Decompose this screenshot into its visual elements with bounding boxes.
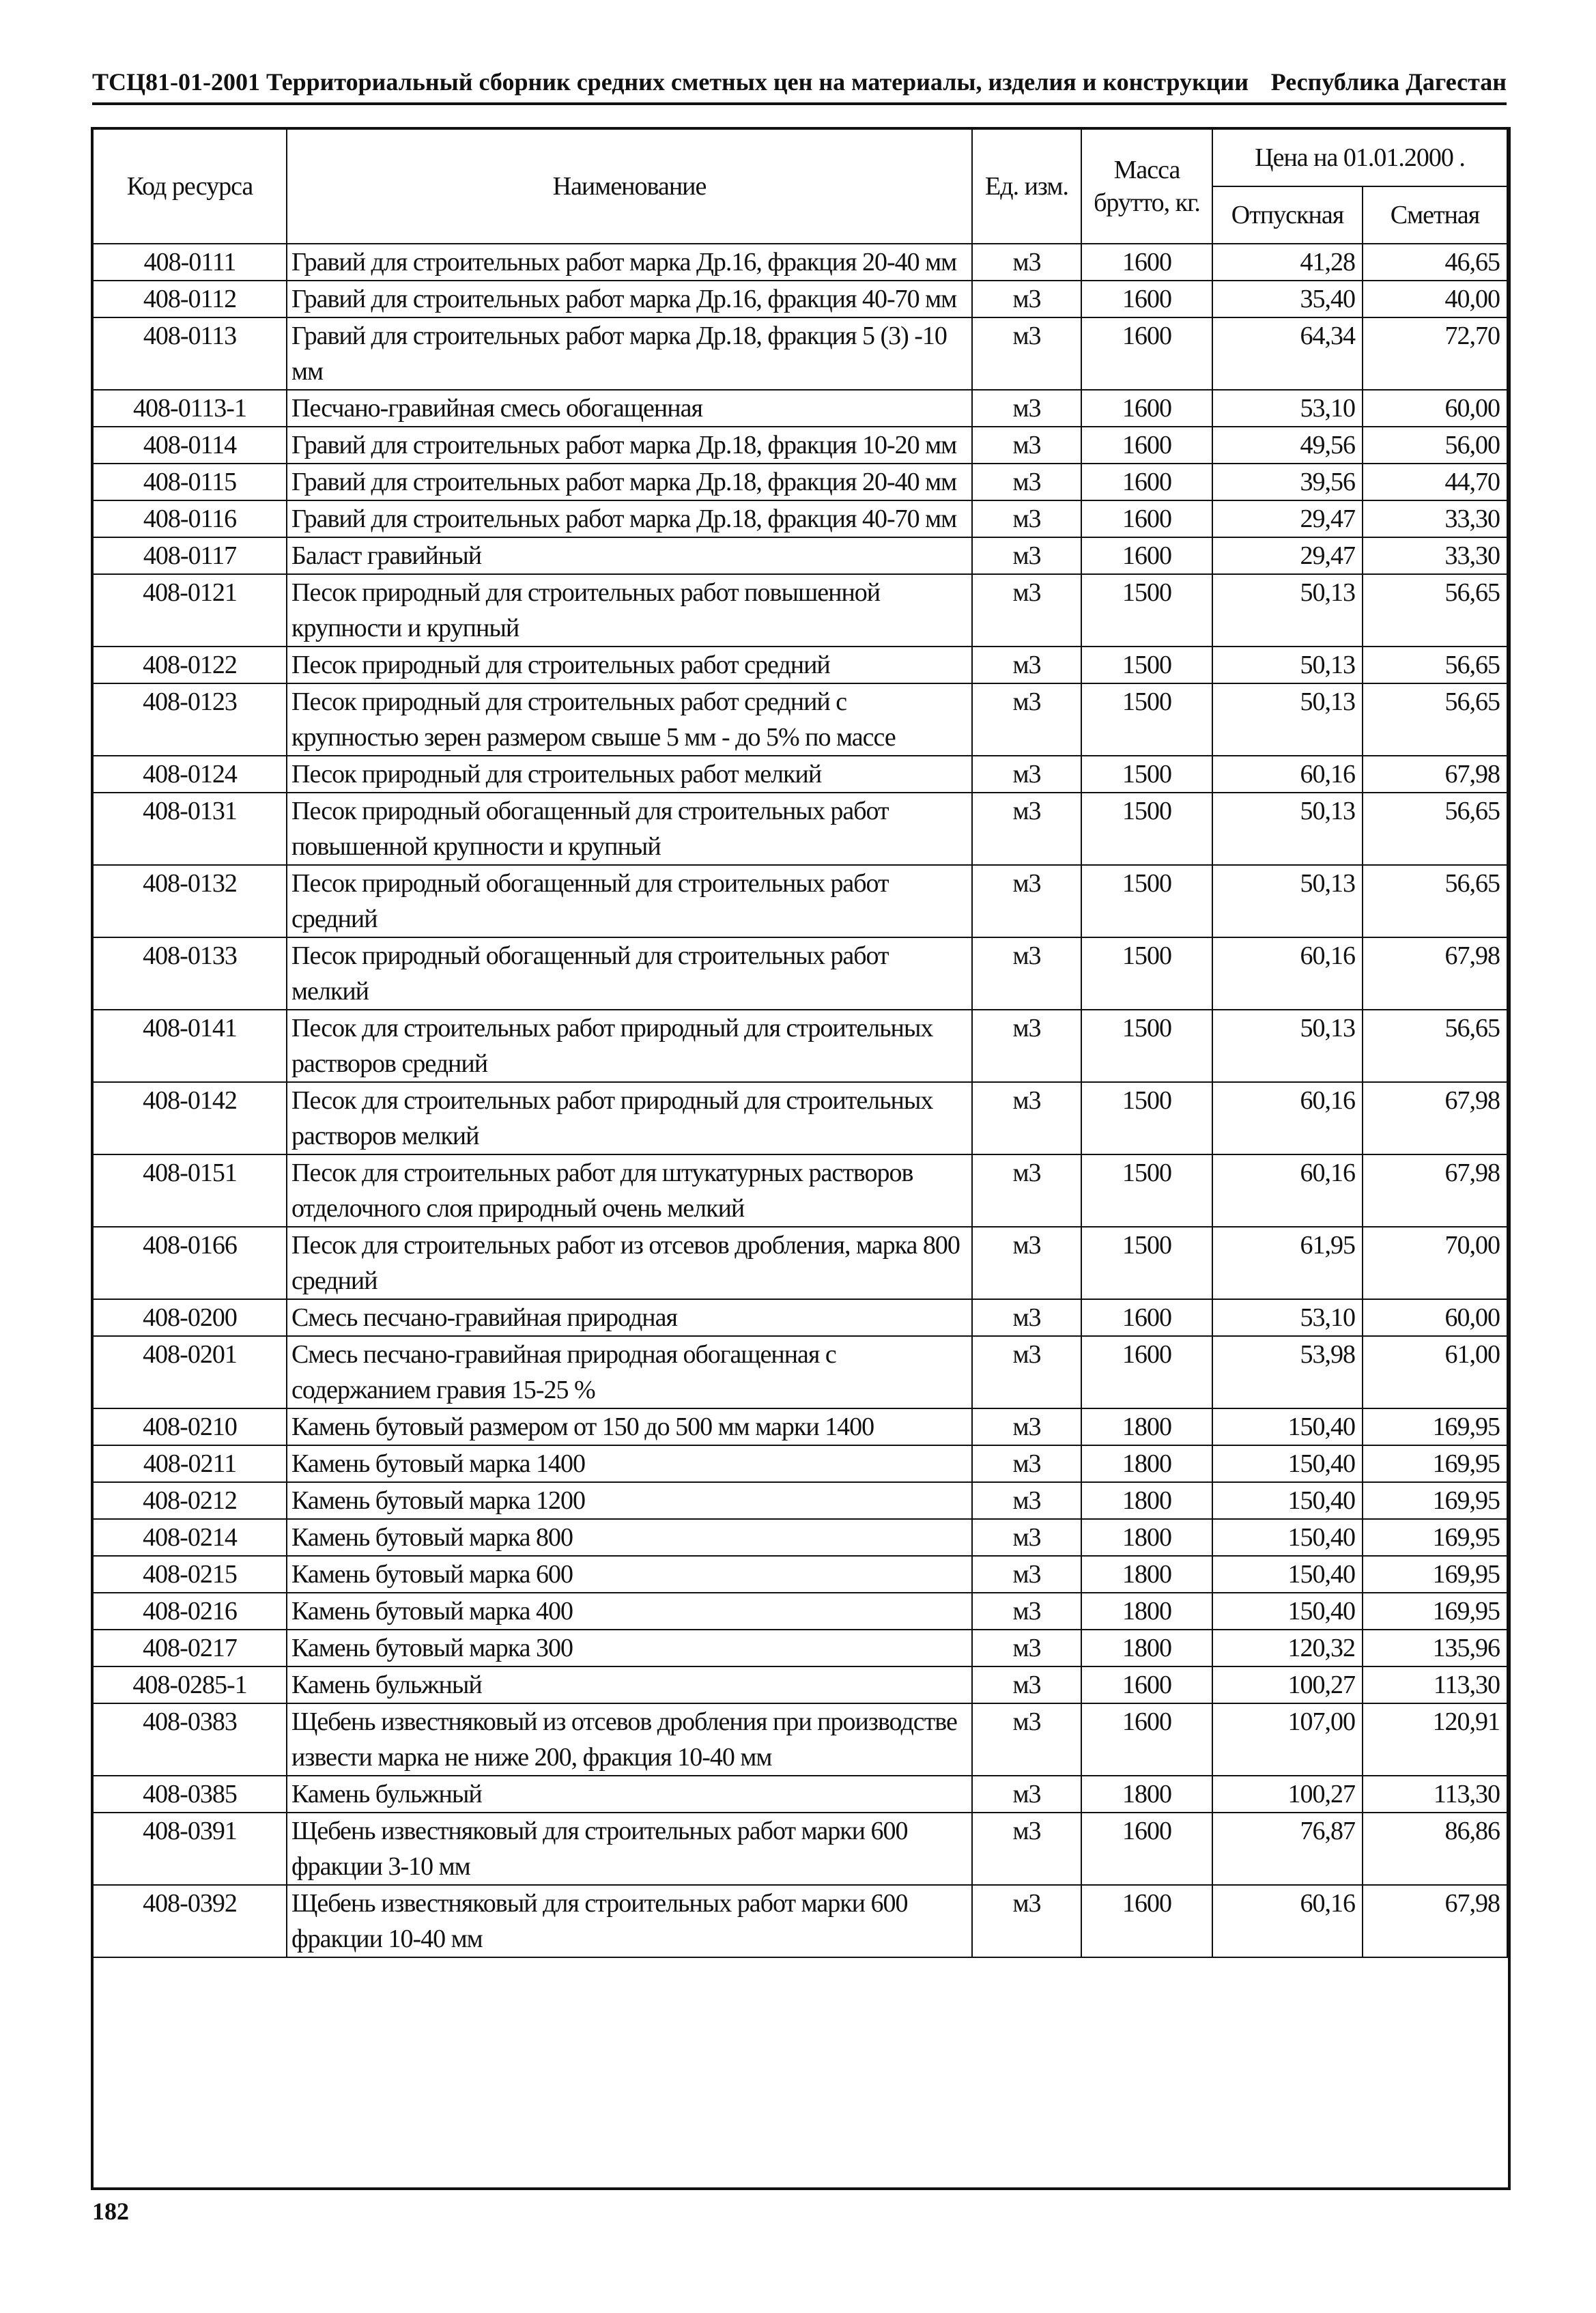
cell-unit: м3 [972,390,1081,427]
cell-price-release: 150,40 [1212,1482,1363,1519]
cell-price-estimate: 56,65 [1363,574,1507,647]
table-header [93,129,1507,244]
page-number: 182 [92,2198,129,2225]
cell-resource-code: 408-0122 [93,647,287,683]
cell-price-estimate: 86,86 [1363,1813,1507,1885]
cell-name: Песок природный обогащенный для строительных работ мелкий [287,937,972,1010]
cell-mass: 1600 [1081,500,1212,537]
cell-price-release: 150,40 [1212,1445,1363,1482]
cell-price-estimate: 169,95 [1363,1519,1507,1556]
table-row [93,756,1507,793]
cell-mass: 1800 [1081,1593,1212,1630]
table-row [93,537,1507,574]
cell-name: Гравий для строительных работ марка Др.16, фракция 40-70 мм [287,281,972,317]
cell-unit: м3 [972,281,1081,317]
cell-price-release: 100,27 [1212,1666,1363,1703]
table-row [93,1445,1507,1482]
cell-mass: 1800 [1081,1519,1212,1556]
cell-price-estimate: 56,65 [1363,647,1507,683]
cell-price-estimate: 56,00 [1363,427,1507,464]
cell-name: Гравий для строительных работ марка Др.18, фракция 40-70 мм [287,500,972,537]
cell-price-release: 53,98 [1212,1336,1363,1408]
cell-resource-code: 408-0214 [93,1519,287,1556]
cell-mass: 1600 [1081,1336,1212,1408]
cell-resource-code: 408-0117 [93,537,287,574]
cell-price-estimate: 56,65 [1363,1010,1507,1082]
cell-unit: м3 [972,427,1081,464]
cell-unit: м3 [972,1593,1081,1630]
cell-price-release: 39,56 [1212,464,1363,500]
cell-unit: м3 [972,1299,1081,1336]
cell-name: Песок для строительных работ из отсевов дробления, марка 800 средний [287,1227,972,1299]
cell-price-estimate: 56,65 [1363,793,1507,865]
cell-name: Гравий для строительных работ марка Др.18, фракция 10-20 мм [287,427,972,464]
cell-name: Щебень известняковый для строительных работ марки 600 фракции 3-10 мм [287,1813,972,1885]
cell-resource-code: 408-0121 [93,574,287,647]
table-row [93,1408,1507,1445]
cell-resource-code: 408-0383 [93,1703,287,1776]
cell-name: Баласт гравийный [287,537,972,574]
cell-mass: 1800 [1081,1482,1212,1519]
cell-price-estimate: 67,98 [1363,1154,1507,1227]
cell-name: Песок природный для строительных работ повышенной крупности и крупный [287,574,972,647]
cell-price-estimate: 169,95 [1363,1445,1507,1482]
cell-price-estimate: 56,65 [1363,683,1507,756]
cell-name: Песок природный обогащенный для строительных работ повышенной крупности и крупный [287,793,972,865]
cell-price-release: 41,28 [1212,244,1363,281]
table-row [93,1593,1507,1630]
cell-price-release: 35,40 [1212,281,1363,317]
cell-mass: 1600 [1081,244,1212,281]
cell-name: Щебень известняковый для строительных работ марки 600 фракции 10-40 мм [287,1885,972,1957]
cell-mass: 1500 [1081,1082,1212,1154]
table-row [93,427,1507,464]
cell-resource-code: 408-0392 [93,1885,287,1957]
cell-resource-code: 408-0211 [93,1445,287,1482]
cell-unit: м3 [972,244,1081,281]
table-row [93,1776,1507,1813]
cell-name: Камень бутовый марка 1200 [287,1482,972,1519]
cell-price-estimate: 56,65 [1363,865,1507,937]
cell-price-estimate: 46,65 [1363,244,1507,281]
table-row [93,1703,1507,1776]
table-body [93,244,1507,1957]
col-header-code: Код ресурса [93,129,287,244]
cell-mass: 1600 [1081,1885,1212,1957]
cell-unit: м3 [972,1445,1081,1482]
cell-price-release: 50,13 [1212,574,1363,647]
cell-price-estimate: 70,00 [1363,1227,1507,1299]
cell-name: Камень бутовый размером от 150 до 500 мм марки 1400 [287,1408,972,1445]
table-row [93,281,1507,317]
table-row [93,317,1507,390]
cell-unit: м3 [972,500,1081,537]
cell-name: Смесь песчано-гравийная природная обогащенная с содержанием гравия 15-25 % [287,1336,972,1408]
cell-resource-code: 408-0114 [93,427,287,464]
cell-name: Песок для строительных работ природный для строительных растворов мелкий [287,1082,972,1154]
cell-resource-code: 408-0116 [93,500,287,537]
cell-price-release: 53,10 [1212,390,1363,427]
cell-unit: м3 [972,865,1081,937]
table-row [93,683,1507,756]
cell-resource-code: 408-0131 [93,793,287,865]
cell-resource-code: 408-0141 [93,1010,287,1082]
cell-price-release: 50,13 [1212,793,1363,865]
table-row [93,1666,1507,1703]
header-rule [92,102,1507,105]
cell-price-release: 50,13 [1212,865,1363,937]
cell-price-release: 150,40 [1212,1593,1363,1630]
cell-resource-code: 408-0215 [93,1556,287,1593]
header-title: ТСЦ81-01-2001 Территориальный сборник средних сметных цен на материалы, изделия и конструкции [92,68,1249,96]
table-row [93,1556,1507,1593]
col-header-name: Наименование [287,129,972,244]
cell-name: Песчано-гравийная смесь обогащенная [287,390,972,427]
cell-resource-code: 408-0217 [93,1630,287,1666]
cell-mass: 1500 [1081,1154,1212,1227]
cell-resource-code: 408-0132 [93,865,287,937]
cell-mass: 1500 [1081,865,1212,937]
table-row [93,390,1507,427]
cell-mass: 1500 [1081,756,1212,793]
cell-resource-code: 408-0111 [93,244,287,281]
cell-price-estimate: 67,98 [1363,1885,1507,1957]
header-region: Республика Дагестан [1270,68,1507,96]
table-row [93,1010,1507,1082]
cell-price-release: 150,40 [1212,1556,1363,1593]
cell-resource-code: 408-0212 [93,1482,287,1519]
cell-unit: м3 [972,1813,1081,1885]
cell-resource-code: 408-0133 [93,937,287,1010]
cell-unit: м3 [972,1776,1081,1813]
cell-resource-code: 408-0113-1 [93,390,287,427]
cell-name: Песок природный для строительных работ средний с крупностью зерен размером свыше 5 мм - до 5% по массе [287,683,972,756]
cell-mass: 1600 [1081,1703,1212,1776]
cell-price-estimate: 72,70 [1363,317,1507,390]
cell-resource-code: 408-0151 [93,1154,287,1227]
table-row [93,1336,1507,1408]
cell-mass: 1600 [1081,464,1212,500]
cell-price-release: 107,00 [1212,1703,1363,1776]
cell-name: Щебень известняковый из отсевов дробления при производстве извести марка не ниже 200, фракция 10-40 мм [287,1703,972,1776]
cell-price-release: 50,13 [1212,647,1363,683]
col-header-mass: Масса брутто, кг. [1081,129,1212,244]
cell-price-release: 60,16 [1212,937,1363,1010]
cell-name: Камень бульжный [287,1666,972,1703]
cell-name: Камень бутовый марка 600 [287,1556,972,1593]
cell-resource-code: 408-0285-1 [93,1666,287,1703]
cell-unit: м3 [972,1666,1081,1703]
cell-name: Гравий для строительных работ марка Др.18, фракция 5 (3) -10 мм [287,317,972,390]
table-row [93,1482,1507,1519]
cell-unit: м3 [972,756,1081,793]
cell-price-release: 29,47 [1212,537,1363,574]
cell-name: Песок для строительных работ природный для строительных растворов средний [287,1010,972,1082]
cell-price-estimate: 33,30 [1363,537,1507,574]
cell-unit: м3 [972,1010,1081,1082]
cell-unit: м3 [972,1885,1081,1957]
cell-mass: 1800 [1081,1408,1212,1445]
cell-resource-code: 408-0142 [93,1082,287,1154]
cell-price-release: 61,95 [1212,1227,1363,1299]
cell-unit: м3 [972,937,1081,1010]
cell-unit: м3 [972,1482,1081,1519]
cell-resource-code: 408-0113 [93,317,287,390]
table-row [93,574,1507,647]
cell-unit: м3 [972,1227,1081,1299]
cell-mass: 1800 [1081,1776,1212,1813]
cell-mass: 1600 [1081,317,1212,390]
cell-unit: м3 [972,1336,1081,1408]
table-row [93,793,1507,865]
cell-unit: м3 [972,1630,1081,1666]
table-row [93,244,1507,281]
cell-name: Камень бутовый марка 800 [287,1519,972,1556]
table-row [93,1885,1507,1957]
cell-name: Песок природный обогащенный для строительных работ средний [287,865,972,937]
cell-name: Песок для строительных работ для штукатурных растворов отделочного слоя природный очень мелкий [287,1154,972,1227]
cell-price-estimate: 113,30 [1363,1776,1507,1813]
cell-unit: м3 [972,1519,1081,1556]
cell-unit: м3 [972,647,1081,683]
cell-unit: м3 [972,464,1081,500]
table-row [93,1299,1507,1336]
cell-price-release: 76,87 [1212,1813,1363,1885]
cell-price-release: 60,16 [1212,756,1363,793]
cell-price-release: 53,10 [1212,1299,1363,1336]
cell-price-estimate: 135,96 [1363,1630,1507,1666]
cell-resource-code: 408-0200 [93,1299,287,1336]
cell-unit: м3 [972,317,1081,390]
table-row [93,1082,1507,1154]
cell-resource-code: 408-0391 [93,1813,287,1885]
cell-price-estimate: 67,98 [1363,937,1507,1010]
cell-price-release: 50,13 [1212,1010,1363,1082]
price-table [92,128,1508,1958]
cell-mass: 1600 [1081,1666,1212,1703]
table-row [93,1813,1507,1885]
cell-mass: 1600 [1081,1299,1212,1336]
col-header-price-estimate: Сметная [1363,186,1507,244]
cell-unit: м3 [972,537,1081,574]
cell-name: Камень бутовый марка 1400 [287,1445,972,1482]
cell-resource-code: 408-0385 [93,1776,287,1813]
cell-unit: м3 [972,1703,1081,1776]
cell-price-release: 150,40 [1212,1408,1363,1445]
cell-mass: 1500 [1081,574,1212,647]
table-row [93,1630,1507,1666]
cell-mass: 1500 [1081,937,1212,1010]
table-row [93,937,1507,1010]
cell-name: Камень бульжный [287,1776,972,1813]
cell-mass: 1800 [1081,1445,1212,1482]
cell-price-release: 64,34 [1212,317,1363,390]
cell-mass: 1500 [1081,1227,1212,1299]
col-header-price-release: Отпускная [1212,186,1363,244]
col-header-price-group: Цена на 01.01.2000 . [1212,129,1507,186]
cell-mass: 1800 [1081,1630,1212,1666]
cell-mass: 1600 [1081,427,1212,464]
cell-mass: 1600 [1081,390,1212,427]
cell-price-estimate: 120,91 [1363,1703,1507,1776]
price-table-container [92,128,1508,1958]
cell-price-estimate: 44,70 [1363,464,1507,500]
cell-price-release: 60,16 [1212,1082,1363,1154]
cell-price-estimate: 169,95 [1363,1482,1507,1519]
cell-mass: 1500 [1081,647,1212,683]
cell-price-release: 50,13 [1212,683,1363,756]
cell-price-release: 60,16 [1212,1885,1363,1957]
cell-resource-code: 408-0201 [93,1336,287,1408]
cell-price-estimate: 169,95 [1363,1556,1507,1593]
table-row [93,1154,1507,1227]
cell-unit: м3 [972,1154,1081,1227]
cell-price-release: 49,56 [1212,427,1363,464]
cell-unit: м3 [972,574,1081,647]
cell-price-estimate: 60,00 [1363,390,1507,427]
cell-price-estimate: 67,98 [1363,1082,1507,1154]
table-row [93,500,1507,537]
cell-resource-code: 408-0123 [93,683,287,756]
cell-mass: 1600 [1081,281,1212,317]
cell-price-release: 60,16 [1212,1154,1363,1227]
cell-resource-code: 408-0216 [93,1593,287,1630]
cell-price-estimate: 169,95 [1363,1408,1507,1445]
cell-mass: 1600 [1081,1813,1212,1885]
cell-unit: м3 [972,683,1081,756]
cell-name: Камень бутовый марка 400 [287,1593,972,1630]
cell-price-estimate: 169,95 [1363,1593,1507,1630]
cell-unit: м3 [972,1408,1081,1445]
cell-mass: 1500 [1081,1010,1212,1082]
table-row [93,464,1507,500]
cell-unit: м3 [972,1556,1081,1593]
cell-name: Песок природный для строительных работ средний [287,647,972,683]
table-row [93,865,1507,937]
table-row [93,1519,1507,1556]
table-row [93,1227,1507,1299]
page-header [92,65,1507,99]
cell-mass: 1800 [1081,1556,1212,1593]
table-row [93,647,1507,683]
cell-price-estimate: 67,98 [1363,756,1507,793]
cell-price-estimate: 33,30 [1363,500,1507,537]
cell-name: Гравий для строительных работ марка Др.16, фракция 20-40 мм [287,244,972,281]
cell-price-release: 29,47 [1212,500,1363,537]
cell-mass: 1500 [1081,793,1212,865]
cell-price-estimate: 40,00 [1363,281,1507,317]
cell-name: Песок природный для строительных работ мелкий [287,756,972,793]
cell-unit: м3 [972,1082,1081,1154]
cell-unit: м3 [972,793,1081,865]
cell-resource-code: 408-0166 [93,1227,287,1299]
cell-price-release: 120,32 [1212,1630,1363,1666]
cell-price-estimate: 60,00 [1363,1299,1507,1336]
cell-name: Гравий для строительных работ марка Др.18, фракция 20-40 мм [287,464,972,500]
cell-resource-code: 408-0124 [93,756,287,793]
cell-price-estimate: 113,30 [1363,1666,1507,1703]
cell-price-release: 150,40 [1212,1519,1363,1556]
cell-resource-code: 408-0112 [93,281,287,317]
cell-mass: 1500 [1081,683,1212,756]
cell-resource-code: 408-0115 [93,464,287,500]
cell-name: Смесь песчано-гравийная природная [287,1299,972,1336]
cell-resource-code: 408-0210 [93,1408,287,1445]
cell-price-release: 100,27 [1212,1776,1363,1813]
col-header-unit: Ед. изм. [972,129,1081,244]
cell-mass: 1600 [1081,537,1212,574]
cell-price-estimate: 61,00 [1363,1336,1507,1408]
cell-name: Камень бутовый марка 300 [287,1630,972,1666]
